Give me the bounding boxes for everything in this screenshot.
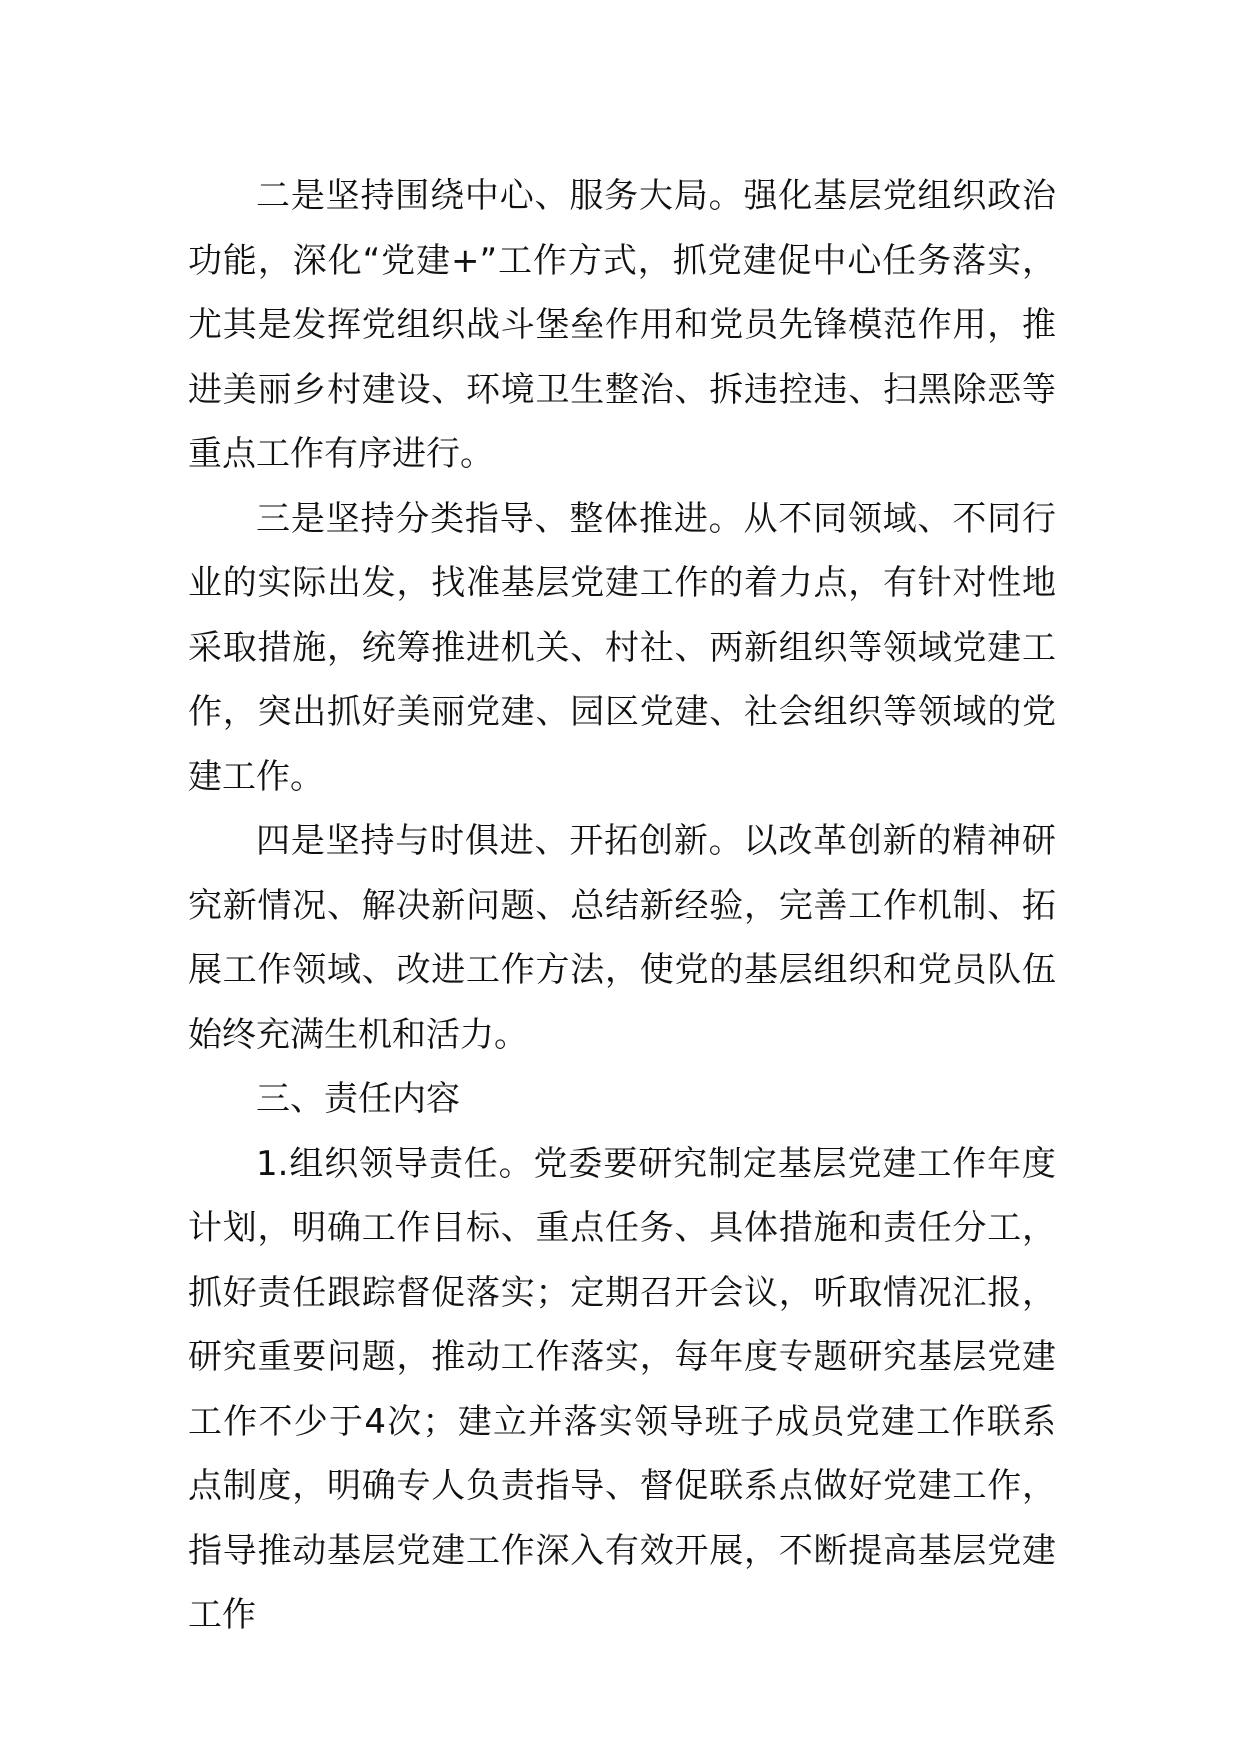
paragraph-organizational-leadership: 1.组织领导责任。党委要研究制定基层党建工作年度计划，明确工作目标、重点任务、具体措施和责任分工，抓好责任跟踪督促落实；定期召开会议，听取情况汇报，研究重要问题，推动工作落实，每年度专题研究基层党建工作不少于4次；建立并落实领导班子成员党建工作联系点制度，明确专人负责指导、督促联系点做好党建工作，指导推动基层党建工作深入有效开展，不断提高基层党建工作 (188, 1143, 1056, 1635)
paragraph-principle-two: 二是坚持围绕中心、服务大局。强化基层党组织政治功能，深化“党建+”工作方式，抓党建促中心任务落实，尤其是发挥党组织战斗堡垒作用和党员先锋模范作用，推进美丽乡村建设、环境卫生整治、拆违控违、扫黑除恶等重点工作有序进行。 (188, 176, 1056, 474)
document-body (188, 164, 1056, 1648)
section-heading-responsibilities: 三、责任内容 (256, 1079, 460, 1119)
paragraph-principle-four: 四是坚持与时俱进、开拓创新。以改革创新的精神研究新情况、解决新问题、总结新经验，完善工作机制、拓展工作领域、改进工作方法，使党的基层组织和党员队伍始终充满生机和活力。 (188, 821, 1056, 1055)
paragraph-principle-three: 三是坚持分类指导、整体推进。从不同领域、不同行业的实际出发，找准基层党建工作的着力点，有针对性地采取措施，统筹推进机关、村社、两新组织等领域党建工作，突出抓好美丽党建、园区党建、社会组织等领域的党建工作。 (188, 498, 1056, 797)
